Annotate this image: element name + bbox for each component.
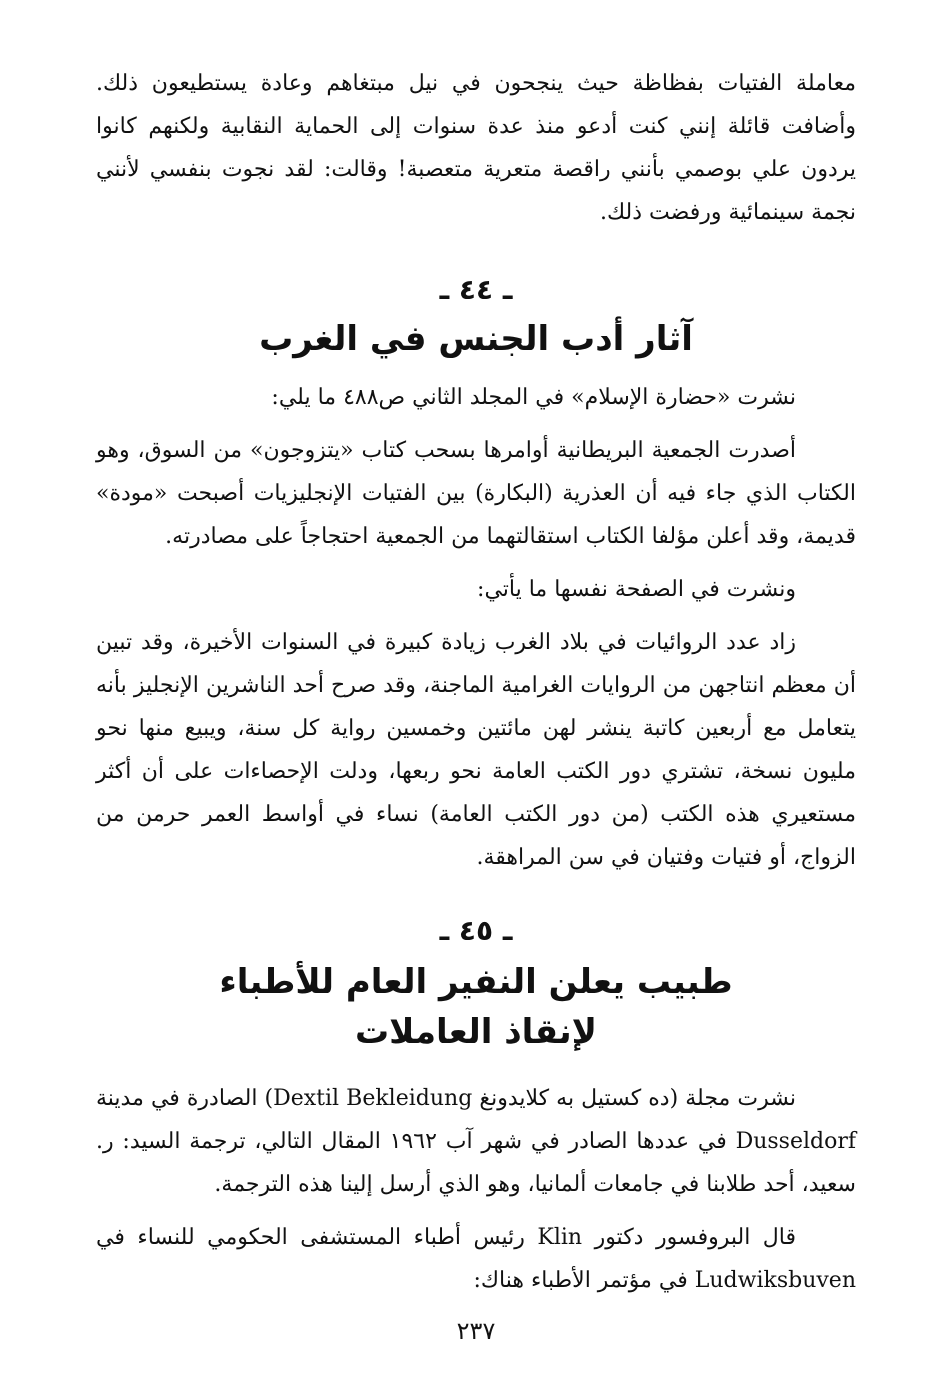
- section-45-number: ـ ٤٥ ـ: [439, 914, 513, 947]
- section-44-paragraph-1: أصدرت الجمعية البريطانية أوامرها بسحب كتاب «يتزوجون» من السوق، وهو الكتاب الذي جاء فيه أن العذرية (البكارة) بين الفتيات الإنجليزيات أصبحت «مودة» قديمة، وقد أعلن مؤلفا الكتاب استقالتهما من الجمعية احتجاجاً على مصادرته.: [96, 438, 856, 549]
- section-45-paragraph-1: نشرت مجلة (ده كستيل به كلايدونغ Dextil Bekleidung) الصادرة في مدينة Dusseldorf في عددها الصادر في شهر آب ١٩٦٢ المقال التالي، ترجمة السيد: ر. سعيد، أحد طلابنا في جامعات ألمانيا، وهو الذي أرسل إلينا هذه الترجمة.: [96, 1086, 856, 1197]
- section-44-number: ـ ٤٤ ـ: [439, 273, 513, 306]
- section-44-paragraph-2: ونشرت في الصفحة نفسها ما يأتي:: [477, 577, 796, 602]
- section-44-intro: نشرت «حضارة الإسلام» في المجلد الثاني ص٤٨٨ ما يلي:: [271, 385, 796, 410]
- section-44-paragraph-3: زاد عدد الروائيات في بلاد الغرب زيادة كبيرة في السنوات الأخيرة، وقد تبين أن معظم انتاجهن من الروايات الغرامية الماجنة، وقد صرح أحد الناشرين الإنجليز بأنه يتعامل مع أربعين كاتبة ينشر لهن مائتين وخمسين رواية كل سنة، ويبيع منها نحو مليون نسخة، تشتري دور الكتب العامة نحو ربعها، ودلت الإحصاءات على أن أكثر مستعيري هذه الكتب (من دور الكتب العامة) نساء في أواسط العمر حرمن من الزواج، أو فتيات وفتيان في سن المراهقة.: [96, 630, 856, 870]
- book-page: [96, 62, 856, 1346]
- page-number: ٢٣٧: [456, 1317, 496, 1345]
- section-45-title-line-1: طبيب يعلن النفير العام للأطباء: [219, 962, 733, 1002]
- section-45-paragraph-2: قال البروفسور دكتور Klin رئيس أطباء المستشفى الحكومي للنساء في Ludwiksbuven في مؤتمر الأطباء هناك:: [96, 1225, 856, 1293]
- opening-paragraph: معاملة الفتيات بفظاظة حيث ينجحون في نيل مبتغاهم وعادة يستطيعون ذلك. وأضافت قائلة إنني كنت أدعو منذ عدة سنوات إلى الحماية النقابية ولكنهم كانوا يردون علي بوصمي بأنني راقصة متعرية متعصبة! وقالت: لقد نجوت بنفسي لأنني نجمة سينمائية ورفضت ذلك.: [96, 71, 856, 225]
- section-44-title: آثار أدب الجنس في الغرب: [259, 319, 693, 359]
- section-45-title-line-2: لإنقاذ العاملات: [354, 1012, 598, 1052]
